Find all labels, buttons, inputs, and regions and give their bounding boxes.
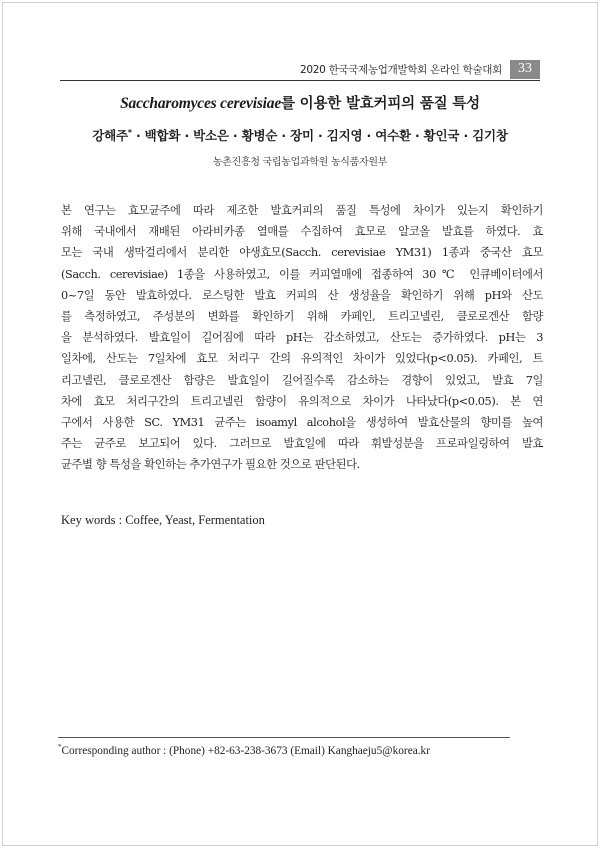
abstract-line: 본 연구는 효모균주에 따라 제조한 발효커피의 품질 특성에 차이가 있는지 확인하기 <box>61 204 543 217</box>
abstract-line: 구에서 사용한 SC. YM31 균주는 isoamyl alcohol을 생성하여 발효산물의 향미를 높여 <box>61 416 543 430</box>
corresponding-author-footnote <box>58 743 430 757</box>
title-rest: 를 이용한 발효커피의 품질 특성 <box>281 96 480 112</box>
co-authors: · 백합화 · 박소은 · 황병순 · 장미 · 김지영 · 여수환 · 황인국 · 김기창 <box>131 128 508 143</box>
keywords: Key words : Coffee, Yeast, Fermentation <box>61 513 265 527</box>
abstract-line: 일차에, 산도는 7일차에 효모 처리구 간의 유의적인 차이가 있었다(p<0.05). 카페인, 트 <box>61 352 543 366</box>
abstract-line: 위해 국내에서 재배된 아라비카종 열매를 수집하여 효모로 알코올 발효를 하였다. 효 <box>61 225 543 239</box>
first-author: 강해주 <box>92 128 128 143</box>
title-species: Saccharomyces cerevisiae <box>120 95 282 112</box>
affiliation: 농촌진흥청 국립농업과학원 농식품자원부 <box>212 157 388 168</box>
abstract-line: 모는 국내 생막걸리에서 분리한 야생효모(Sacch. cerevisiae YM31) 1종과 중국산 효모 <box>61 246 543 260</box>
conference-name: 2020 한국국제농업개발학회 온라인 학술대회 <box>300 63 502 76</box>
abstract-line: 리고넬린, 클로로겐산 함량은 발효일이 길어질수록 감소하는 경향이 있었고, 발효 7일 <box>61 373 543 387</box>
abstract-line: (Sacch. cerevisiae) 1종을 사용하였고, 이를 커피열매에 접종하여 30℃ 인큐베이터에서 <box>61 267 543 281</box>
corresponding-mark: * <box>127 127 132 137</box>
header-rule <box>60 80 540 81</box>
abstract-line: 차에 효모 처리구간의 트리고넬린 함량이 유의적으로 차이가 나타났다(p<0.05). 본 연 <box>61 394 543 408</box>
abstract-line: 균주별 향 특성을 확인하는 추가연구가 필요한 것으로 판단된다. <box>61 458 360 472</box>
author-list <box>40 126 560 144</box>
abstract-line: 0~7일 동안 발효하였다. 로스팅한 발효 커피의 산 생성율을 확인하기 위해 pH와 산도 <box>61 288 543 302</box>
abstract-line: 를 측정하였고, 주성분의 변화를 확인하기 위해 카페인, 트리고넬린, 클로로겐산 함량 <box>61 310 543 324</box>
footnote-mark: * <box>58 743 62 751</box>
running-header <box>60 59 540 79</box>
paper-title <box>40 92 560 113</box>
footnote-rule <box>58 737 510 738</box>
abstract-body <box>61 200 543 476</box>
page-number: 33 <box>510 60 540 79</box>
abstract-line: 주는 균주로 보고되어 있다. 그러므로 발효일에 따라 휘발성분을 프로파일링하여 발효 <box>61 437 543 451</box>
footnote-text: Corresponding author : (Phone) +82-63-238-3673 (Email) Kanghaeju5@korea.kr <box>61 744 430 757</box>
abstract-line: 을 분석하였다. 발효일이 길어짐에 따라 pH는 감소하였고, 산도는 증가하였다. pH는 3 <box>61 331 543 345</box>
